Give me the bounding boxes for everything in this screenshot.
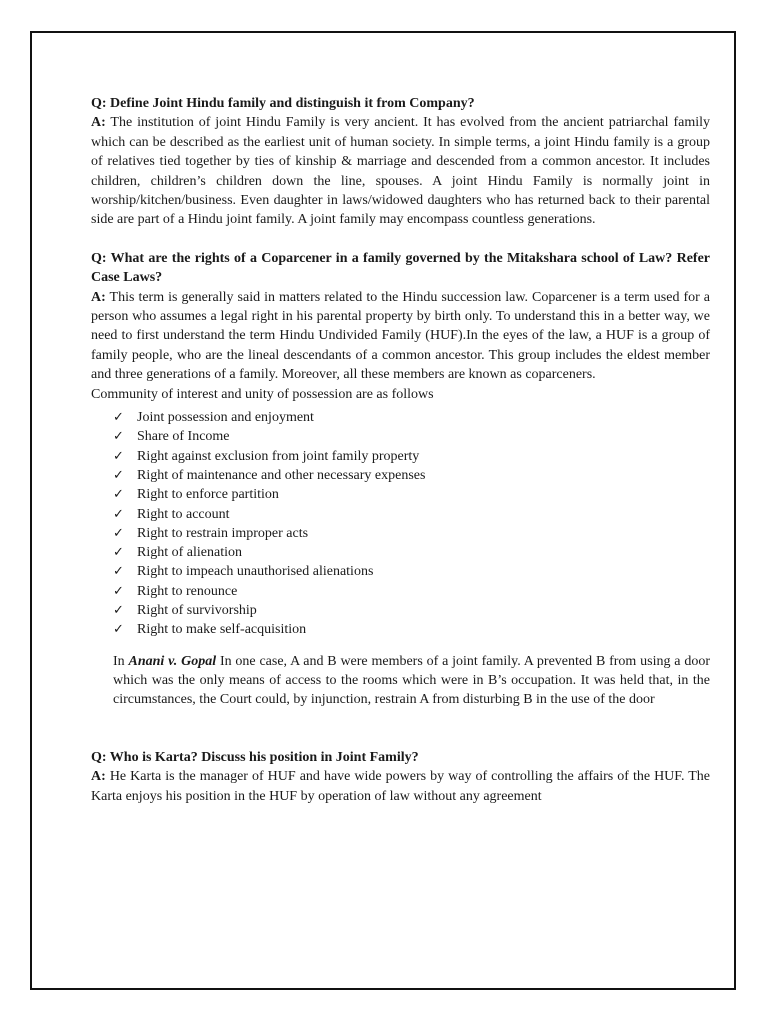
- check-icon: ✓: [113, 448, 124, 464]
- list-item-text: Right to account: [137, 506, 230, 522]
- list-item-text: Right of alienation: [137, 545, 242, 561]
- answer-label: A:: [91, 769, 106, 785]
- check-icon: ✓: [113, 410, 124, 426]
- list-item-text: Share of Income: [137, 429, 230, 445]
- list-item: [113, 427, 710, 446]
- list-item-text: Right of survivorship: [137, 603, 257, 619]
- check-icon: ✓: [113, 603, 124, 619]
- question-heading: Q: What are the rights of a Coparcener in a family governed by the Mitakshara school of Law? Refer Case Laws?: [91, 250, 710, 286]
- page-border: [30, 31, 736, 990]
- list-item-text: Joint possession and enjoyment: [137, 410, 314, 426]
- list-intro: Community of interest and unity of possession are as follows: [91, 386, 434, 402]
- qa-karta: [91, 748, 710, 806]
- list-item: [113, 524, 710, 543]
- list-item: [113, 505, 710, 524]
- answer-label: A:: [91, 289, 106, 305]
- answer-text: The institution of joint Hindu Family is very ancient. It has evolved from the ancient patriarchal family which can be described as the earliest unit of human society. In simple terms, a joint Hindu family is a group of relatives tied together by ties of kinship & marriage and descended from a common ancestor. It includes children, children’s children down the line, spouses. A joint Hindu Family is normally joint in worship/kitchen/business. Even daughter in laws/widowed daughters who has returned back to their parental side are part of a Hindu joint family. A joint family may encompass countless generations.: [91, 115, 710, 228]
- list-item: [113, 601, 710, 620]
- list-item: [113, 408, 710, 427]
- case-prefix: In: [113, 653, 129, 669]
- check-icon: ✓: [113, 467, 124, 483]
- question-heading: Q: Who is Karta? Discuss his position in Joint Family?: [91, 749, 419, 765]
- check-icon: ✓: [113, 564, 124, 580]
- qa-coparcener-rights: [91, 249, 710, 710]
- case-law-paragraph: [113, 652, 710, 710]
- check-icon: ✓: [113, 525, 124, 541]
- check-icon: ✓: [113, 506, 124, 522]
- list-item-text: Right of maintenance and other necessary expenses: [137, 467, 426, 483]
- case-text: In one case, A and B were members of a joint family. A prevented B from using a door which was the only means of access to the rooms which were in B’s occupation. It was held that, in the circumstances, the Court could, by injunction, restrain A from disturbing B in the use of the door: [113, 653, 710, 708]
- check-icon: ✓: [113, 429, 124, 445]
- list-item: [113, 447, 710, 466]
- question-heading: Q: Define Joint Hindu family and distinguish it from Company?: [91, 96, 475, 111]
- list-item-text: Right to renounce: [137, 583, 238, 599]
- answer-text: This term is generally said in matters related to the Hindu succession law. Coparcener is a term used for a person who assumes a legal right in his parental property by birth only. To understand this in a better way, we need to first understand the term Hindu Undivided Family (HUF).In the eyes of the law, a HUF is a group of family people, who are the lineal descendants of a common ancestor. This group includes the eldest member and three generations of a family. Moreover, all these members are known as coparceners.: [91, 289, 711, 383]
- check-icon: ✓: [113, 545, 124, 561]
- case-name: Anani v. Gopal: [128, 653, 217, 669]
- answer-paragraph: [91, 113, 710, 229]
- list-item-text: Right against exclusion from joint family property: [137, 448, 420, 464]
- rights-list: [91, 408, 710, 640]
- list-item-text: Right to enforce partition: [137, 487, 279, 503]
- spacer: [91, 710, 710, 748]
- answer-paragraph: [91, 288, 710, 385]
- list-item: [113, 562, 710, 581]
- list-item: [113, 620, 710, 639]
- list-item: [113, 466, 710, 485]
- answer-label: A:: [91, 115, 106, 131]
- spacer: [91, 230, 710, 249]
- list-item: [113, 582, 710, 601]
- list-item-text: Right to restrain improper acts: [137, 525, 309, 541]
- check-icon: ✓: [113, 622, 124, 638]
- list-item-text: Right to make self-acquisition: [137, 622, 307, 638]
- list-item: [113, 543, 710, 562]
- list-item-text: Right to impeach unauthorised alienations: [137, 564, 374, 580]
- answer-text: He Karta is the manager of HUF and have wide powers by way of controlling the affairs of the HUF. The Karta enjoys his position in the HUF by operation of law without any agreement: [91, 769, 710, 804]
- answer-paragraph: [91, 767, 710, 806]
- check-icon: ✓: [113, 583, 124, 599]
- check-icon: ✓: [113, 487, 124, 503]
- qa-joint-hindu-family: [91, 94, 710, 230]
- document-body: [91, 94, 710, 806]
- list-item: [113, 485, 710, 504]
